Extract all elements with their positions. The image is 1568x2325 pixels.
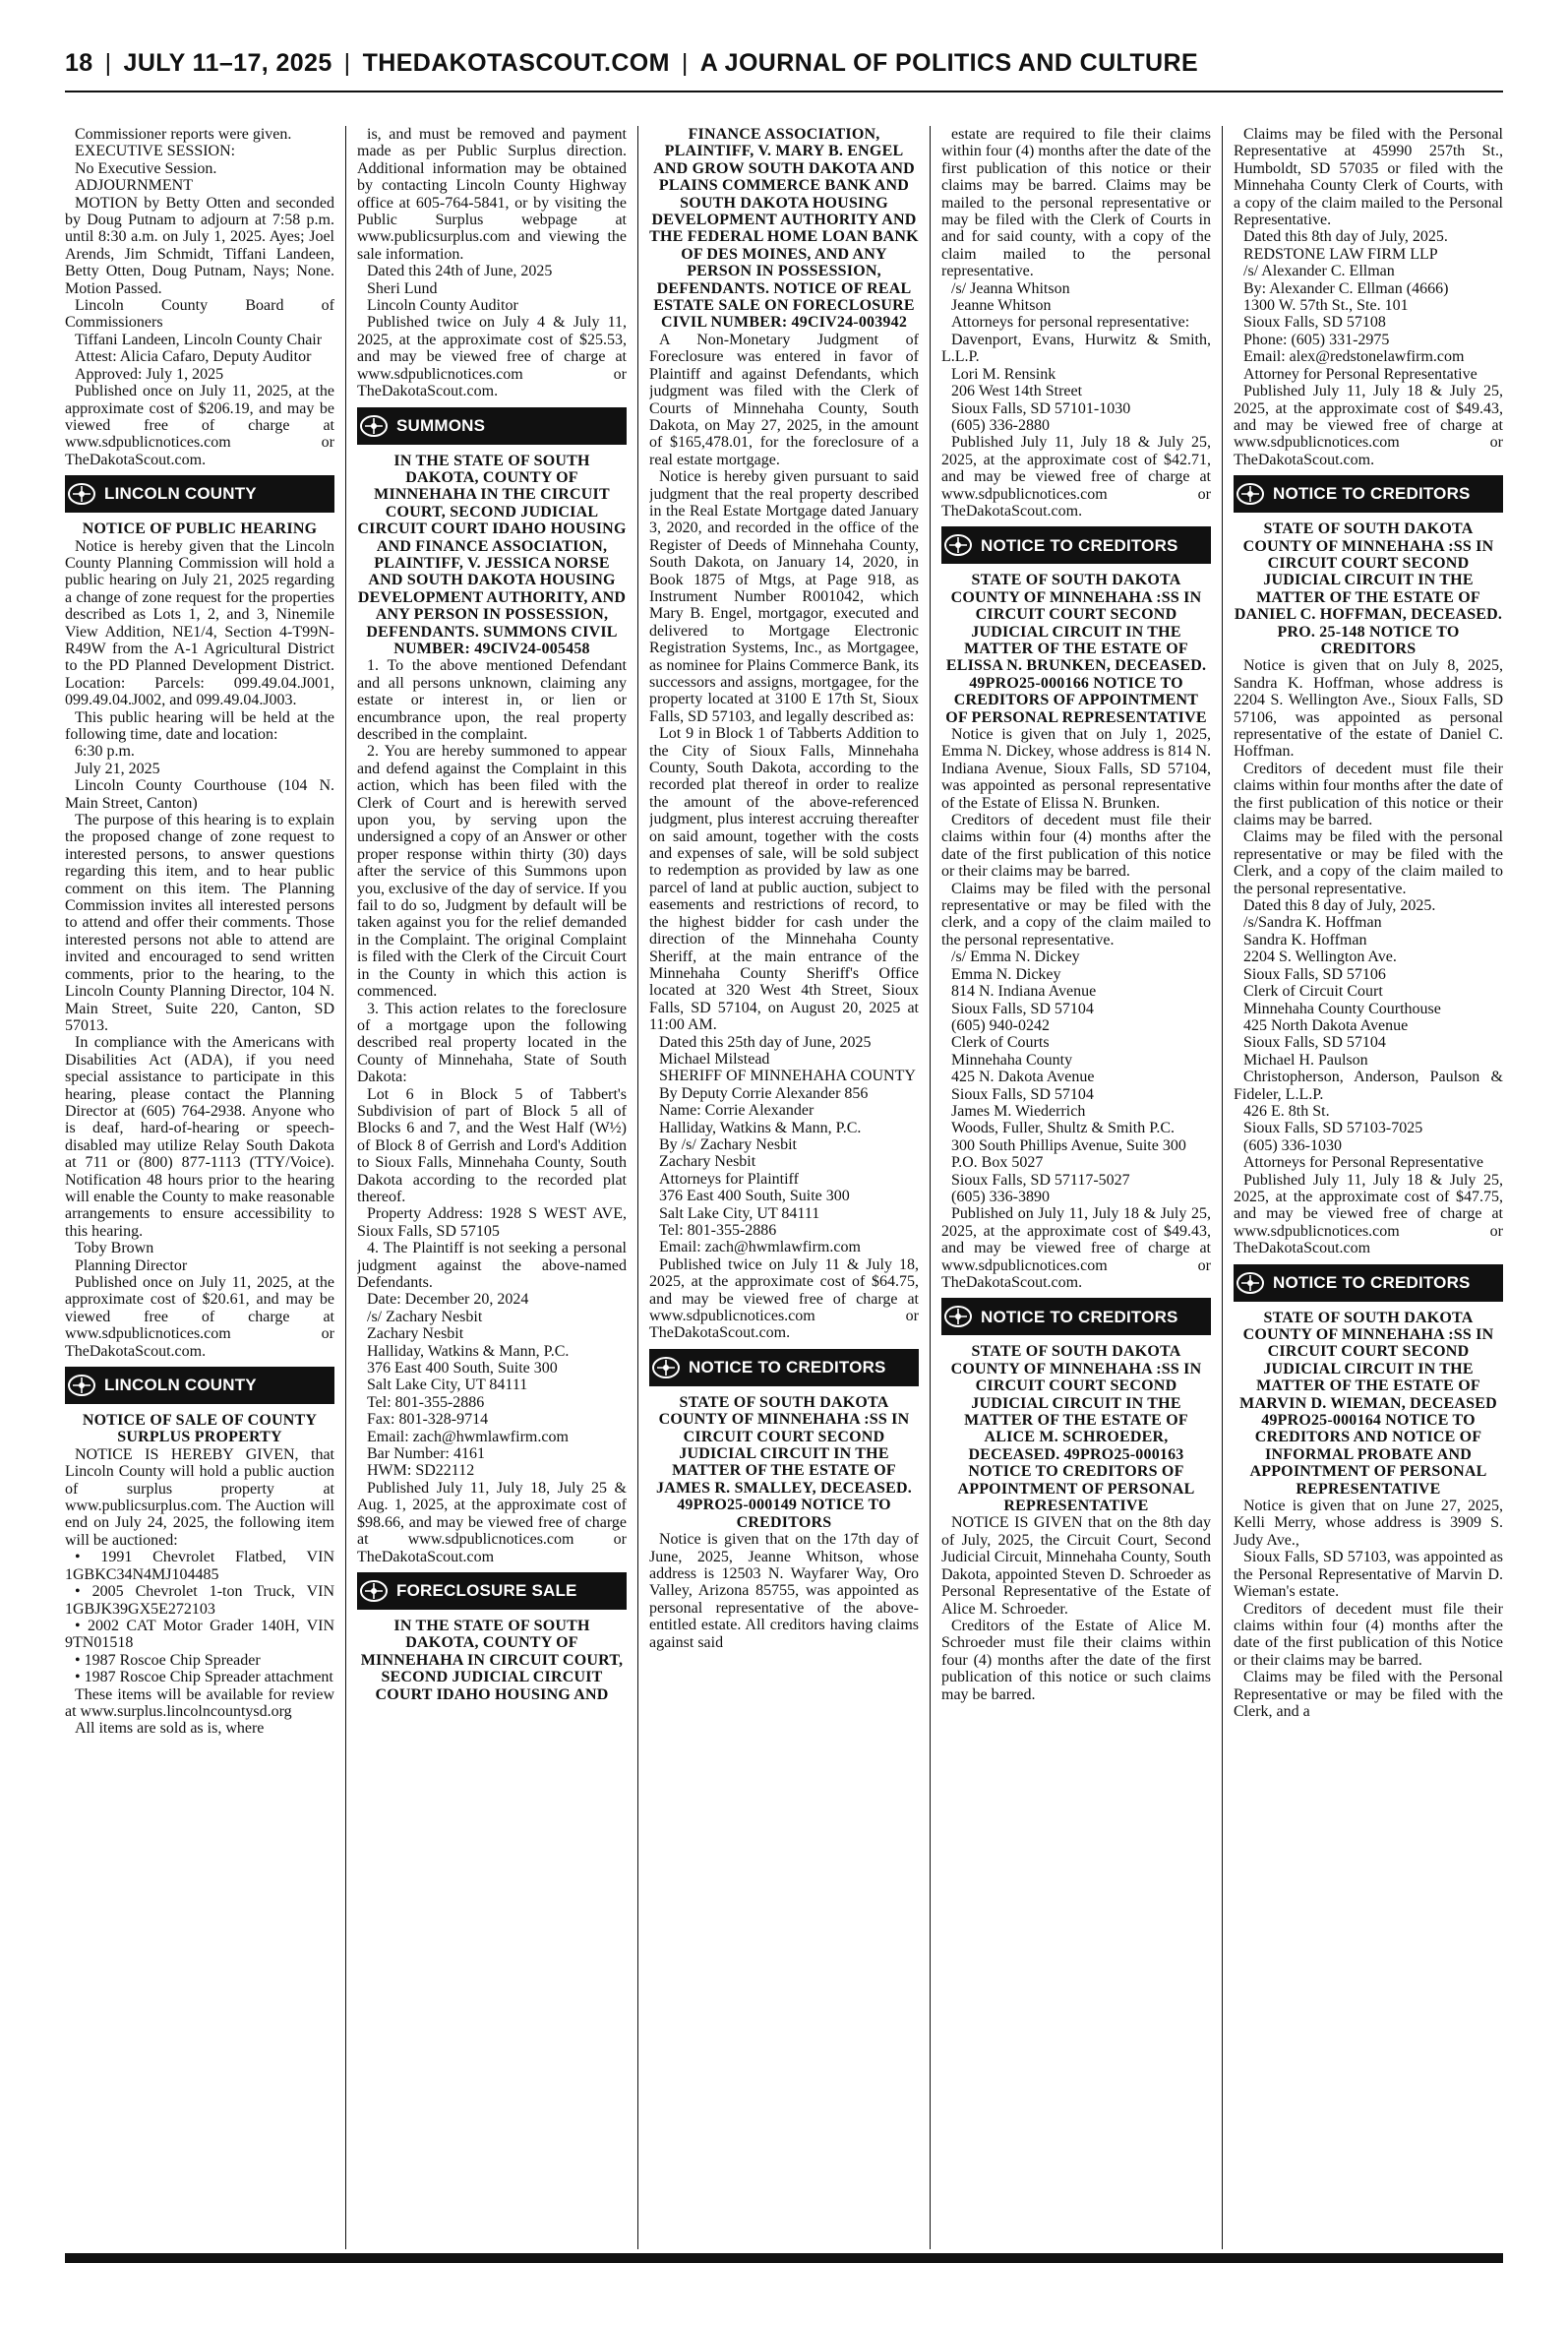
notice-paragraph: 6:30 p.m. — [75, 743, 135, 761]
notice-paragraph: Email: zach@hwmlawfirm.com — [367, 1428, 569, 1445]
notice-paragraph: Planning Director — [75, 1256, 188, 1274]
notice-paragraph: Fax: 801-328-9714 — [367, 1411, 489, 1429]
notice-paragraph: 1. To the above mentioned Defendant and all persons unknown, claiming any estate or interest in, or lien or encumbrance upon, the real property described in the complaint. — [357, 657, 627, 743]
notice-paragraph: Published twice on July 4 & July 11, 2025, at the approximate cost of $25.53, and may be viewed free of charge at www.sdpublicnotices.com or TheDakotaScout.com. — [357, 314, 627, 400]
notice-paragraph: Notice is given that on June 27, 2025, Kelli Merry, whose address is 3909 S. Judy Ave., — [1234, 1498, 1503, 1549]
notice-paragraph: Published July 11, July 18 & July 25, 2025, at the approximate cost of $47.75, and may be viewed free of charge at www.sdpublicnotices.com or TheDakotaScout.com — [1234, 1171, 1503, 1257]
section-banner-lincoln-county — [65, 1367, 334, 1404]
notice-paragraph: Published July 11, July 18, July 25 & Aug. 1, 2025, at the approximate cost of $98.66, and may be viewed free of charge at www.sdpublicnotices.com or TheDakotaScout.com — [357, 1479, 627, 1565]
section-banner-foreclosure-sale — [357, 1572, 627, 1610]
notice-paragraph: Notice is given that on the 17th day of June, 2025, Jeanne Whitson, whose address is 12503 N. Wayfarer Way, Oro Valley, Arizona 85755, was appointed as personal representative of the above-entitled estate. All creditors having claims against said — [649, 1531, 919, 1651]
notice-paragraph: Creditors of decedent must file their claims within four (4) months after the date of the first publication of this notice or their claims may be barred. — [941, 812, 1211, 881]
scout-logo-icon — [941, 526, 975, 564]
notice-paragraph: Dated this 24th of June, 2025 — [367, 263, 553, 280]
notice-paragraph: Tel: 801-355-2886 — [367, 1393, 485, 1411]
notices-columns — [65, 126, 1503, 2249]
notice-paragraph: (605) 336-2880 — [951, 416, 1050, 434]
section-banner-label: NOTICE TO CREDITORS — [1273, 1272, 1471, 1292]
notice-paragraph: 300 South Phillips Avenue, Suite 300 — [951, 1136, 1186, 1154]
scout-logo-icon — [941, 1298, 975, 1335]
notice-caption: STATE OF SOUTH DAKOTA COUNTY OF MINNEHAHA :SS IN CIRCUIT COURT SECOND JUDICIAL CIRCUIT IN THE MATTER OF THE ESTATE OF MARVIN D. WIEMAN, DECEASED 49PRO25-000164 NOTICE TO CREDITORS AND NOTICE OF INFORMAL PROBATE AND APPOINTMENT OF PERSONAL REPRESENTATIVE — [1239, 1309, 1497, 1498]
header-separator: | — [681, 49, 689, 77]
notice-paragraph: Claims may be filed with the Personal Representative at 45990 257th St., Humboldt, SD 57035 or filed with the Minnehaha County Clerk of Courts, with a copy of the claim mailed to the Personal Representative. — [1234, 126, 1503, 229]
notice-caption: IN THE STATE OF SOUTH DAKOTA, COUNTY OF MINNEHAHA IN CIRCUIT COURT, SECOND JUDICIAL CIRCUIT COURT IDAHO HOUSING AND — [360, 1617, 624, 1703]
notice-paragraph: Lincoln County Auditor — [367, 297, 518, 315]
notice-paragraph: Notice is given that on July 1, 2025, Emma N. Dickey, whose address is 814 N. Indiana Avenue, Sioux Falls, SD 57104, was appointed as personal representative of the Estate of Elissa N. Brunken. — [941, 726, 1211, 812]
notice-paragraph: Tiffani Landeen, Lincoln County Chair — [75, 331, 323, 348]
column-divider — [930, 126, 931, 2249]
notice-paragraph: 2. You are hereby summoned to appear and defend against the Complaint in this action, which has been filed with the Clerk of Court and is herewith served upon you, by serving upon the undersigned a copy of an Answer or other proper response within thirty (30) days after the service of this Summons upon you, exclusive of the day of service. If you fail to do so, Judgment by default will be taken against you for the relief demanded in the Complaint. The original Complaint is filed with the Clerk of the Circuit Court in the County in which this action is commenced. — [357, 743, 627, 1001]
column-divider — [637, 126, 638, 2249]
notice-paragraph: In compliance with the Americans with Disabilities Act (ADA), if you need special assistance to participate in this hearing, please contact the Planning Director at (605) 764-2938. Anyone who is deaf, hard-of-hearing or speech-disabled may utilize Relay South Dakota at 711 or (800) 877-1113 (TTY/Voice). Notification 48 hours prior to the hearing will enable the County to make reasonable arrangements to ensure accessibility to this hearing. — [65, 1034, 334, 1240]
notice-paragraph: Emma N. Dickey — [951, 965, 1061, 983]
notice-paragraph: Attorneys for personal representative: — [951, 314, 1190, 332]
header-separator: | — [104, 49, 112, 77]
notice-paragraph: 425 N. Dakota Avenue — [951, 1069, 1095, 1086]
notice-paragraph: Salt Lake City, UT 84111 — [659, 1204, 820, 1222]
notice-paragraph: 4. The Plaintiff is not seeking a personal judgment against the above-named Defendants. — [357, 1240, 627, 1291]
notice-paragraph: SHERIFF OF MINNEHAHA COUNTY — [659, 1068, 916, 1085]
notice-paragraph: Lincoln County Courthouse (104 N. Main Street, Canton) — [65, 777, 334, 812]
notice-paragraph: Approved: July 1, 2025 — [75, 365, 224, 383]
notice-paragraph: Attest: Alicia Cafaro, Deputy Auditor — [75, 348, 312, 366]
notice-paragraph: Dated this 8th day of July, 2025. — [1243, 228, 1448, 246]
scout-logo-icon — [357, 407, 391, 445]
notice-paragraph: Sandra K. Hoffman — [1243, 931, 1367, 948]
notice-paragraph: Commissioner reports were given. — [75, 126, 292, 143]
notice-paragraph: Salt Lake City, UT 84111 — [367, 1377, 528, 1394]
notice-paragraph: Attorneys for Plaintiff — [659, 1170, 799, 1188]
notice-paragraph: Minnehaha County Courthouse — [1243, 1000, 1441, 1017]
notice-paragraph: MOTION by Betty Otten and seconded by Doug Putnam to adjourn at 7:58 p.m. until 8:30 a.m. on July 1, 2025. Ayes; Joel Arends, Jim Schmidt, Tiffani Landeen, Betty Otten, Doug Putnam, Nays; None. Motion Passed. — [65, 194, 334, 297]
notice-paragraph: Creditors of decedent must file their claims within four months after the date of the first publication of this notice or their claims may be barred. — [1234, 760, 1503, 829]
notice-paragraph: 376 East 400 South, Suite 300 — [367, 1360, 558, 1377]
notice-paragraph: Sioux Falls, SD 57101-1030 — [951, 399, 1131, 417]
column-2 — [357, 126, 627, 2249]
section-banner-label: SUMMONS — [396, 415, 486, 435]
footer-rule — [65, 2253, 1503, 2263]
notice-paragraph: This public hearing will be held at the following time, date and location: — [65, 708, 334, 743]
notice-paragraph: Published once on July 11, 2025, at the approximate cost of $206.19, and may be viewed free of charge at www.sdpublicnotices.com or TheDakotaScout.com. — [65, 383, 334, 468]
notice-paragraph: NOTICE IS HEREBY GIVEN, that Lincoln County will hold a public auction of surplus property at www.publicsurplus.com. The Auction will end on July 24, 2025, the following item will be auctioned: — [65, 1445, 334, 1549]
notice-paragraph: Published once on July 11, 2025, at the approximate cost of $20.61, and may be viewed free of charge at www.sdpublicnotices.com or TheDakotaScout.com. — [65, 1274, 334, 1360]
notice-paragraph: July 21, 2025 — [75, 760, 160, 777]
notice-paragraph: Attorney for Personal Representative — [1243, 365, 1478, 383]
notice-paragraph: Sioux Falls, SD 57117-5027 — [951, 1171, 1130, 1189]
notice-paragraph: All items are sold as is, where — [75, 1720, 265, 1738]
column-divider — [1222, 126, 1223, 2249]
notice-paragraph: Lot 9 in Block 1 of Tabberts Addition to the City of Sioux Falls, Minnehaha County, South Dakota, according to the recorded plat thereof in order to realize the amount of the above-referenced judgment, plus interest accruing thereafter on said amount, together with the costs and expenses of sale, will be sold subject to redemption as provided by law as one parcel of land at public auction, subject to easements and restrictions of record, to the highest bidder for cash under the direction of the Minnehaha County Sheriff, at the main entrance of the Minnehaha County Sheriff's Office located at 320 West 4th Street, Sioux Falls, SD 57104, on August 20, 2025 at 11:00 AM. — [649, 725, 919, 1034]
notice-paragraph: Tel: 801-355-2886 — [659, 1222, 777, 1239]
scout-logo-icon — [1234, 475, 1267, 513]
notice-paragraph: Date: December 20, 2024 — [367, 1291, 529, 1309]
notice-paragraph: Creditors of decedent must file their claims within four (4) months after the date of the first publication of this Notice or their claims may be barred. — [1234, 1600, 1503, 1669]
page-number: 18 — [65, 49, 93, 77]
notice-paragraph: Claims may be filed with the Personal Representative or may be filed with the Clerk, and a — [1234, 1669, 1503, 1720]
header-separator: | — [343, 49, 351, 77]
tagline: A JOURNAL OF POLITICS AND CULTURE — [699, 49, 1199, 77]
notice-paragraph: /s/ Alexander C. Ellman — [1243, 263, 1395, 280]
section-banner-lincoln-county — [65, 475, 334, 513]
notice-paragraph: 3. This action relates to the foreclosure of a mortgage upon the following described real property located in the County of Minnehaha, State of South Dakota: — [357, 1000, 627, 1086]
notice-paragraph: Published July 11, July 18 & July 25, 2025, at the approximate cost of $42.71, and may be viewed free of charge at www.sdpublicnotices.com or TheDakotaScout.com. — [941, 434, 1211, 520]
notice-paragraph: /s/Sandra K. Hoffman — [1243, 914, 1382, 932]
column-1 — [65, 126, 334, 2249]
notice-paragraph: A Non-Monetary Judgment of Foreclosure was entered in favor of Plaintiff and against Defendants, which judgment was filed with the Clerk of Courts of Minnehaha County, South Dakota, on May 27, 2025, in the amount of $165,478.01, for the foreclosure of a real estate mortgage. — [649, 331, 919, 468]
notice-paragraph: Michael H. Paulson — [1243, 1051, 1368, 1069]
notice-paragraph: Sioux Falls, SD 57104 — [1243, 1034, 1386, 1052]
notice-paragraph: Davenport, Evans, Hurwitz & Smith, L.L.P. — [941, 331, 1211, 366]
notice-paragraph: • 1987 Roscoe Chip Spreader attachment — [75, 1669, 333, 1686]
notice-paragraph: Published July 11, July 18 & July 25, 2025, at the approximate cost of $49.43, and may be viewed free of charge at www.sdpublicnotices.com or TheDakotaScout.com. — [1234, 383, 1503, 468]
notice-paragraph: Dated this 8 day of July, 2025. — [1243, 897, 1436, 915]
notice-paragraph: Christopherson, Anderson, Paulson & Fideler, L.L.P. — [1234, 1069, 1503, 1103]
notice-paragraph: By: Alexander C. Ellman (4666) — [1243, 279, 1449, 297]
notice-paragraph: Halliday, Watkins & Mann, P.C. — [367, 1342, 570, 1360]
section-banner-label: LINCOLN COUNTY — [104, 484, 257, 504]
notice-caption: NOTICE OF PUBLIC HEARING — [82, 520, 318, 538]
column-4 — [941, 126, 1211, 2249]
section-banner-notice-to-creditors — [941, 526, 1211, 564]
column-divider — [345, 126, 346, 2249]
notice-paragraph: These items will be available for review at www.surplus.lincolncountysd.org — [65, 1685, 334, 1720]
notice-paragraph: Woods, Fuller, Shultz & Smith P.C. — [951, 1120, 1175, 1137]
site-name: THEDAKOTASCOUT.COM — [362, 49, 670, 77]
notice-paragraph: Sioux Falls, SD 57103-7025 — [1243, 1120, 1423, 1137]
notice-paragraph: Published on July 11, July 18 & July 25, 2025, at the approximate cost of $49.43, and may be viewed free of charge at www.sdpublicnotices.com or TheDakotaScout.com. — [941, 1205, 1211, 1291]
notice-paragraph: Email: zach@hwmlawfirm.com — [659, 1239, 861, 1256]
scout-logo-icon — [65, 475, 98, 513]
section-banner-notice-to-creditors — [1234, 1264, 1503, 1302]
notice-paragraph: Phone: (605) 331-2975 — [1243, 331, 1390, 348]
scout-logo-icon — [65, 1367, 98, 1404]
notice-paragraph: 425 North Dakota Avenue — [1243, 1016, 1409, 1034]
notice-paragraph: Lincoln County Board of Commissioners — [65, 297, 334, 332]
notice-paragraph: Halliday, Watkins & Mann, P.C. — [659, 1119, 862, 1136]
notice-paragraph: Michael Milstead — [659, 1050, 770, 1068]
notice-caption: FINANCE ASSOCIATION, PLAINTIFF, V. MARY B. ENGEL AND GROW SOUTH DAKOTA AND PLAINS COMMERCE BANK AND SOUTH DAKOTA HOUSING DEVELOPMENT AUTHORITY AND THE FEDERAL HOME LOAN BANK OF DES MOINES, AND ANY PERSON IN POSSESSION, DEFENDANTS. NOTICE OF REAL ESTATE SALE ON FORECLOSURE CIVIL NUMBER: 49CIV24-003942 — [649, 126, 919, 332]
notice-paragraph: Property Address: 1928 S WEST AVE, Sioux Falls, SD 57105 — [357, 1205, 627, 1240]
notice-paragraph: 814 N. Indiana Avenue — [951, 983, 1097, 1001]
notice-paragraph: Clerk of Courts — [951, 1034, 1050, 1052]
notice-paragraph: Sioux Falls, SD 57103, was appointed as the Personal Representative of Marvin D. Wieman's estate. — [1234, 1549, 1503, 1601]
notice-paragraph: • 1991 Chevrolet Flatbed, VIN 1GBKC34N4MJ104485 — [65, 1549, 334, 1583]
notice-paragraph: (605) 336-1030 — [1243, 1136, 1342, 1154]
notice-paragraph: HWM: SD22112 — [367, 1462, 475, 1480]
notice-paragraph: Dated this 25th day of June, 2025 — [659, 1033, 872, 1051]
notice-caption: IN THE STATE OF SOUTH DAKOTA, COUNTY OF MINNEHAHA IN THE CIRCUIT COURT, SECOND JUDICIAL CIRCUIT COURT IDAHO HOUSING AND FINANCE ASSOCIATION, PLAINTIFF, V. JESSICA NORSE AND SOUTH DAKOTA HOUSING DEVELOPMENT AUTHORITY, AND ANY PERSON IN POSSESSION, DEFENDANTS. SUMMONS CIVIL NUMBER: 49CIV24-005458 — [357, 452, 627, 657]
section-banner-label: FORECLOSURE SALE — [396, 1581, 577, 1601]
notice-paragraph: Sioux Falls, SD 57104 — [951, 1000, 1094, 1017]
notice-paragraph: Notice is hereby given pursuant to said judgment that the real property described in the Real Estate Mortgage dated January 3, 2020, and recorded in the office of the Register of Deeds of Minnehaha County, South Dakota, on January 14, 2020, in Book 1875 of Mtgs, at Page 918, as Instrument Number R001042, which Mary B. Engel, mortgagor, executed and delivered to Mortgage Electronic Registration Systems, Inc., as Mortgagee, as nominee for Plains Commerce Bank, its successors and assigns, mortgagee, for the property located at 3100 E 17th St, Sioux Falls, SD 57103, and legally described as: — [649, 468, 919, 725]
notice-paragraph: The purpose of this hearing is to explain the proposed change of zone request to interested persons, to answer questions regarding this item, and to hear public comment on this item. The Planning Commission invites all interested persons to attend and offer their comments. Those interested persons not able to attend are invited and encouraged to send written comments, prior to the hearing, to the Lincoln County Planning Director, 104 N. Main Street, Suite 220, Canton, SD 57013. — [65, 812, 334, 1034]
notice-paragraph: REDSTONE LAW FIRM LLP — [1243, 245, 1438, 263]
column-3 — [649, 126, 919, 2249]
notice-paragraph: Lori M. Rensink — [951, 365, 1056, 383]
notice-paragraph: Email: alex@redstonelawfirm.com — [1243, 348, 1465, 366]
notice-paragraph: EXECUTIVE SESSION: — [75, 143, 236, 160]
notice-paragraph: 206 West 14th Street — [951, 383, 1083, 400]
notice-paragraph: Creditors of the Estate of Alice M. Schroeder must file their claims within four (4) months after the date of the first publication of this notice or such claims may be barred. — [941, 1617, 1211, 1703]
notice-paragraph: 2204 S. Wellington Ave. — [1243, 948, 1397, 966]
notice-paragraph: P.O. Box 5027 — [951, 1154, 1044, 1172]
notice-paragraph: Toby Brown — [75, 1240, 154, 1257]
notice-paragraph: estate are required to file their claims within four (4) months after the date of the first publication of this notice or their claims may be barred. Claims may be mailed to the personal representative or may be filed with the Clerk of Courts in and for said county, with a copy of the claim mailed to the personal representative. — [941, 126, 1211, 280]
notice-paragraph: Sioux Falls, SD 57104 — [951, 1085, 1094, 1103]
notice-paragraph: /s/ Emma N. Dickey — [951, 948, 1080, 966]
notice-paragraph: /s/ Zachary Nesbit — [367, 1308, 483, 1325]
notice-paragraph: Zachary Nesbit — [367, 1325, 464, 1343]
notice-paragraph: 376 East 400 South, Suite 300 — [659, 1188, 850, 1205]
notice-paragraph: Sioux Falls, SD 57106 — [1243, 965, 1386, 983]
scout-logo-icon — [649, 1349, 683, 1386]
notice-caption: STATE OF SOUTH DAKOTA COUNTY OF MINNEHAHA :SS IN CIRCUIT COURT SECOND JUDICIAL CIRCUIT IN THE MATTER OF THE ESTATE OF ALICE M. SCHROEDER, DECEASED. 49PRO25-000163 NOTICE TO CREDITORS OF APPOINTMENT OF PERSONAL REPRESENTATIVE — [950, 1343, 1202, 1515]
section-banner-label: LINCOLN COUNTY — [104, 1376, 257, 1395]
notice-paragraph: Jeanne Whitson — [951, 297, 1052, 315]
notice-paragraph: (605) 336-3890 — [951, 1188, 1050, 1205]
notice-caption: STATE OF SOUTH DAKOTA COUNTY OF MINNEHAHA :SS IN CIRCUIT COURT SECOND JUDICIAL CIRCUIT IN THE MATTER OF THE ESTATE OF DANIEL C. HOFFMAN, DECEASED. PRO. 25-148 NOTICE TO CREDITORS — [1234, 520, 1503, 657]
header-rule — [65, 91, 1503, 92]
notice-paragraph: is, and must be removed and payment made as per Public Surplus direction. Additional information may be obtained by contacting Lincoln County Highway office at 605-764-5841, or by visiting the Public Surplus webpage at www.publicsurplus.com and viewing the sale information. — [357, 126, 627, 263]
notice-paragraph: Sioux Falls, SD 57108 — [1243, 314, 1386, 332]
notice-paragraph: /s/ Jeanna Whitson — [951, 279, 1070, 297]
section-banner-label: NOTICE TO CREDITORS — [689, 1358, 886, 1377]
notice-paragraph: Notice is given that on July 8, 2025, Sandra K. Hoffman, whose address is 2204 S. Wellington Ave., Sioux Falls, SD 57106, was appointed as personal representative of the estate of Daniel C. Hoffman. — [1234, 657, 1503, 761]
notice-paragraph: 1300 W. 57th St., Ste. 101 — [1243, 297, 1409, 315]
notice-paragraph: • 2005 Chevrolet 1-ton Truck, VIN 1GBJK39GX5E272103 — [65, 1583, 334, 1618]
notice-paragraph: ADJOURNMENT — [75, 177, 193, 195]
notice-caption: STATE OF SOUTH DAKOTA COUNTY OF MINNEHAHA :SS IN CIRCUIT COURT SECOND JUDICIAL CIRCUIT IN THE MATTER OF THE ESTATE OF ELISSA N. BRUNKEN, DECEASED. 49PRO25-000166 NOTICE TO CREDITORS OF APPOINTMENT OF PERSONAL REPRESENTATIVE — [945, 572, 1207, 726]
section-banner-label: NOTICE TO CREDITORS — [981, 535, 1178, 555]
notice-paragraph: By Deputy Corrie Alexander 856 — [659, 1084, 869, 1102]
section-banner-label: NOTICE TO CREDITORS — [981, 1307, 1178, 1326]
notice-paragraph: Lot 6 in Block 5 of Tabbert's Subdivision of part of Block 5 all of Blocks 6 and 7, and the West Half (W½) of Block 8 of Gerrish and Lord's Addition to Sioux Falls, Minnehaha County, South Dakota according to the recorded plat thereof. — [357, 1085, 627, 1205]
notice-paragraph: Minnehaha County — [951, 1051, 1073, 1069]
notice-paragraph: • 2002 CAT Motor Grader 140H, VIN 9TN01518 — [65, 1617, 334, 1652]
section-banner-summons — [357, 407, 627, 445]
section-banner-label: NOTICE TO CREDITORS — [1273, 484, 1471, 504]
notice-paragraph: Name: Corrie Alexander — [659, 1102, 814, 1120]
scout-logo-icon — [1234, 1264, 1267, 1302]
section-banner-notice-to-creditors — [1234, 475, 1503, 513]
notice-caption: STATE OF SOUTH DAKOTA COUNTY OF MINNEHAHA :SS IN CIRCUIT COURT SECOND JUDICIAL CIRCUIT IN THE MATTER OF THE ESTATE OF JAMES R. SMALLEY, DECEASED. 49PRO25-000149 NOTICE TO CREDITORS — [656, 1393, 912, 1531]
page-header — [65, 49, 1503, 85]
notice-paragraph: Published twice on July 11 & July 18, 2025, at the approximate cost of $64.75, and may be viewed free of charge at www.sdpublicnotices.com or TheDakotaScout.com. — [649, 1255, 919, 1342]
section-banner-notice-to-creditors — [649, 1349, 919, 1386]
notice-paragraph: Claims may be filed with the personal representative or may be filed with the clerk, and a copy of the claim mailed to the personal representative. — [941, 880, 1211, 948]
column-5 — [1234, 126, 1503, 2249]
notice-paragraph: Sheri Lund — [367, 279, 438, 297]
notice-paragraph: • 1987 Roscoe Chip Spreader — [75, 1651, 261, 1669]
notice-paragraph: James M. Wiederrich — [951, 1102, 1086, 1120]
notice-paragraph: Claims may be filed with the personal representative or may be filed with the Clerk, and a copy of the claim mailed to the personal representative. — [1234, 828, 1503, 897]
notice-paragraph: NOTICE IS GIVEN that on the 8th day of July, 2025, the Circuit Court, Second Judicial Circuit, Minnehaha County, South Dakota, appointed Steven D. Schroeder as Personal Representative of the Estate of Alice M. Schroeder. — [941, 1514, 1211, 1618]
notice-paragraph: Bar Number: 4161 — [367, 1445, 485, 1463]
notice-paragraph: Clerk of Circuit Court — [1243, 983, 1383, 1001]
notice-paragraph: No Executive Session. — [75, 159, 217, 177]
notice-paragraph: Attorneys for Personal Representative — [1243, 1154, 1483, 1172]
section-banner-notice-to-creditors — [941, 1298, 1211, 1335]
scout-logo-icon — [357, 1572, 391, 1610]
notice-paragraph: Zachary Nesbit — [659, 1153, 756, 1171]
notice-paragraph: 426 E. 8th St. — [1243, 1102, 1330, 1120]
notice-paragraph: By /s/ Zachary Nesbit — [659, 1135, 797, 1153]
issue-date: JULY 11–17, 2025 — [123, 49, 332, 77]
notice-caption: NOTICE OF SALE OF COUNTY SURPLUS PROPERTY — [82, 1412, 318, 1446]
notice-paragraph: Notice is hereby given that the Lincoln County Planning Commission will hold a public hearing on July 21, 2025 regarding a change of zone request for the properties described as Lots 1, 2, and 3, Ninemile View Addition, NE1/4, Section 4-T99N-R49W from the A-1 Agricultural District to the PD Planned Development District. Location: Parcels: 099.49.04.J001, 099.49.04.J002, and 099.49.04.J003. — [65, 537, 334, 709]
notice-paragraph: (605) 940-0242 — [951, 1016, 1050, 1034]
